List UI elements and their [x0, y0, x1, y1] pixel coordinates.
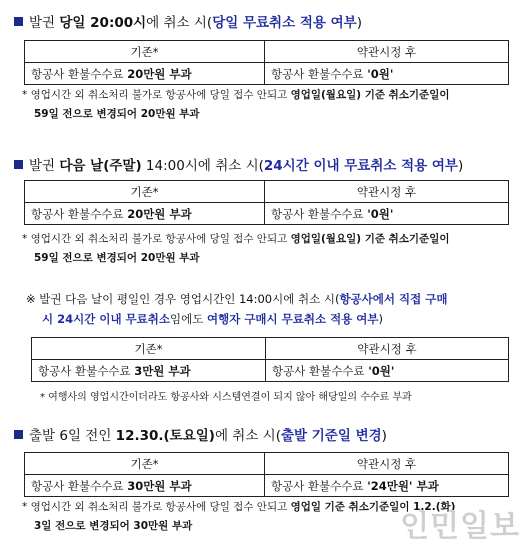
- table-row: [32, 360, 509, 382]
- section-1-table: [24, 40, 509, 85]
- col-before-header: 기존*: [25, 453, 265, 475]
- table-header-row: [32, 338, 509, 360]
- table-row: [25, 203, 509, 225]
- cell-before: 항공사 환불수수료 20만원 부과: [25, 203, 265, 225]
- table-header-row: [25, 181, 509, 203]
- col-after-header: 약관시정 후: [266, 338, 509, 360]
- section-3-table: [24, 452, 509, 497]
- col-after-header: 약관시정 후: [265, 181, 509, 203]
- watermark-logo: 인민일보: [400, 509, 520, 544]
- section-1-title: 발권 당일 20:00시에 취소 시(당일 무료취소 적용 여부): [14, 14, 362, 32]
- weekday-note: ※ 발권 다음 날이 평일인 경우 영업시간인 14:00시에 취소 시(항공사에서 직접 구매 시 24시간 이내 무료취소임에도 여행자 구매시 무료취소 적용 여부): [26, 292, 448, 326]
- section-2-table: [24, 180, 509, 225]
- table-row: [25, 475, 509, 497]
- section-3-title: 출발 6일 전인 12.30.(토요일)에 취소 시(출발 기준일 변경): [14, 427, 387, 445]
- section-2-note: * 영업시간 외 취소처리 불가로 항공사에 당일 접수 안되고 영업일(월요일) 기준 취소기준일이 59일 전으로 변경되어 20만원 부과: [22, 233, 450, 264]
- bullet-square-icon: [14, 160, 23, 169]
- bullet-square-icon: [14, 430, 23, 439]
- col-before-header: 기존*: [25, 41, 265, 63]
- col-before-header: 기존*: [25, 181, 265, 203]
- cell-before: 항공사 환불수수료 30만원 부과: [25, 475, 265, 497]
- cell-after: 항공사 환불수수료 '0원': [265, 203, 509, 225]
- section-2-title: 발권 다음 날(주말) 14:00시에 취소 시(24시간 이내 무료취소 적용 여부): [14, 157, 463, 175]
- table-header-row: [25, 453, 509, 475]
- cell-before: 항공사 환불수수료 20만원 부과: [25, 63, 265, 85]
- weekday-table: [31, 337, 509, 382]
- section-1-note: * 영업시간 외 취소처리 불가로 항공사에 당일 접수 안되고 영업일(월요일) 기준 취소기준일이 59일 전으로 변경되어 20만원 부과: [22, 89, 450, 120]
- cell-after: 항공사 환불수수료 '24만원' 부과: [265, 475, 509, 497]
- table-header-row: [25, 41, 509, 63]
- col-after-header: 약관시정 후: [265, 41, 509, 63]
- weekday-footnote: * 여행사의 영업시간이더라도 항공사와 시스템연결이 되지 않아 해당일의 수수료 부과: [40, 392, 412, 403]
- cell-before: 항공사 환불수수료 3만원 부과: [32, 360, 266, 382]
- col-before-header: 기존*: [32, 338, 266, 360]
- col-after-header: 약관시정 후: [265, 453, 509, 475]
- table-row: [25, 63, 509, 85]
- bullet-square-icon: [14, 17, 23, 26]
- cell-after: 항공사 환불수수료 '0원': [266, 360, 509, 382]
- section-3-note: * 영업시간 외 취소처리 불가로 항공사에 당일 접수 안되고 영업일 기준 취소기준일이 1.2.(화) 3일 전으로 변경되어 30만원 부과: [22, 501, 456, 532]
- cell-after: 항공사 환불수수료 '0원': [265, 63, 509, 85]
